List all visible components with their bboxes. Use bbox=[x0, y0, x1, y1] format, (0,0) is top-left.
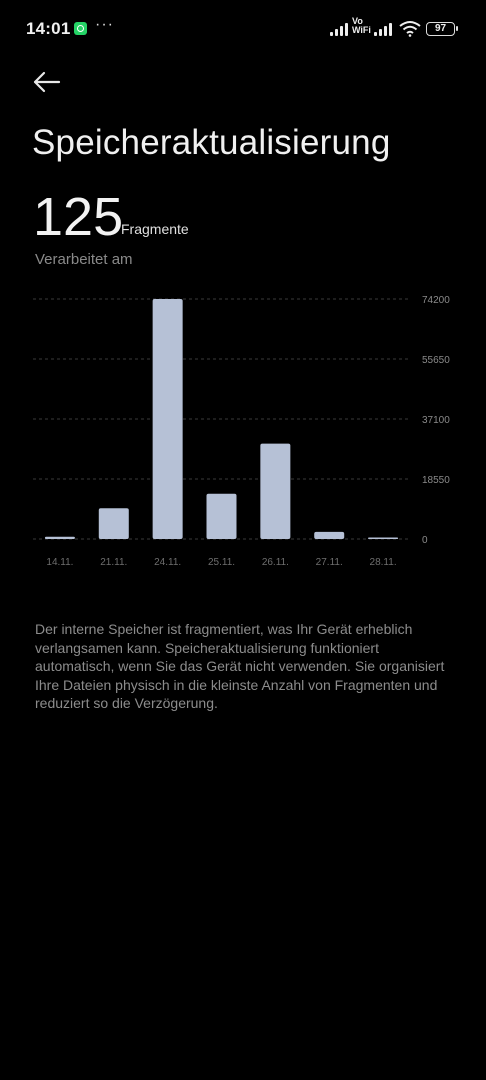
processed-label: Verarbeitet am bbox=[35, 251, 133, 268]
chart-bar-26.11. bbox=[260, 444, 290, 539]
battery-icon bbox=[426, 22, 455, 36]
more-dots-icon: ··· bbox=[95, 16, 114, 33]
vowifi-top-text: Vo bbox=[352, 16, 363, 26]
fragment-unit: Fragmente bbox=[121, 221, 189, 237]
chart-bar-25.11. bbox=[207, 494, 237, 539]
chart-bar-24.11. bbox=[153, 299, 183, 539]
status-time: 14:01 bbox=[26, 19, 71, 38]
chart-bar-27.11. bbox=[314, 532, 344, 539]
y-tick-label: 0 bbox=[422, 535, 428, 546]
chart-bar-14.11. bbox=[45, 537, 75, 539]
wifi-icon bbox=[399, 20, 421, 37]
whatsapp-icon bbox=[74, 22, 87, 35]
x-tick-label: 24.11. bbox=[154, 557, 182, 568]
arrow-left-icon bbox=[30, 66, 62, 98]
vowifi-bottom-text: WiFi bbox=[352, 25, 371, 35]
back-button[interactable] bbox=[30, 66, 70, 98]
y-tick-label: 37100 bbox=[422, 415, 450, 426]
page-title: Speicheraktualisierung bbox=[32, 123, 391, 162]
y-tick-label: 18550 bbox=[422, 475, 450, 486]
description-text: Der interne Speicher ist fragmentiert, was Ihr Gerät erheblich verlangsamen kann. Speicheraktualisierung funktioniert automatisch, wenn Sie das Gerät nicht verwenden. Sie organisiert Ihre Dateien physisch in die kleinste Anzahl von Fragmenten und reduziert so die Verzögerung. bbox=[35, 621, 445, 711]
x-tick-label: 21.11. bbox=[100, 557, 128, 568]
chart-bar-28.11. bbox=[368, 538, 398, 540]
battery-level: 97 bbox=[434, 23, 447, 34]
x-tick-label: 14.11. bbox=[46, 557, 74, 568]
fragment-count: 125 bbox=[33, 187, 124, 247]
status-bar bbox=[0, 0, 486, 60]
fragment-bar-chart bbox=[0, 285, 486, 585]
vowifi-icon bbox=[352, 17, 371, 35]
signal-icon bbox=[330, 23, 350, 36]
y-tick-label: 55650 bbox=[422, 355, 450, 366]
chart-bar-21.11. bbox=[99, 508, 129, 539]
y-tick-label: 74200 bbox=[422, 295, 450, 306]
x-tick-label: 26.11. bbox=[261, 557, 289, 568]
x-tick-label: 25.11. bbox=[207, 557, 236, 568]
signal-icon-2 bbox=[374, 23, 394, 36]
x-tick-label: 28.11. bbox=[369, 557, 397, 568]
x-tick-label: 27.11. bbox=[315, 557, 343, 568]
